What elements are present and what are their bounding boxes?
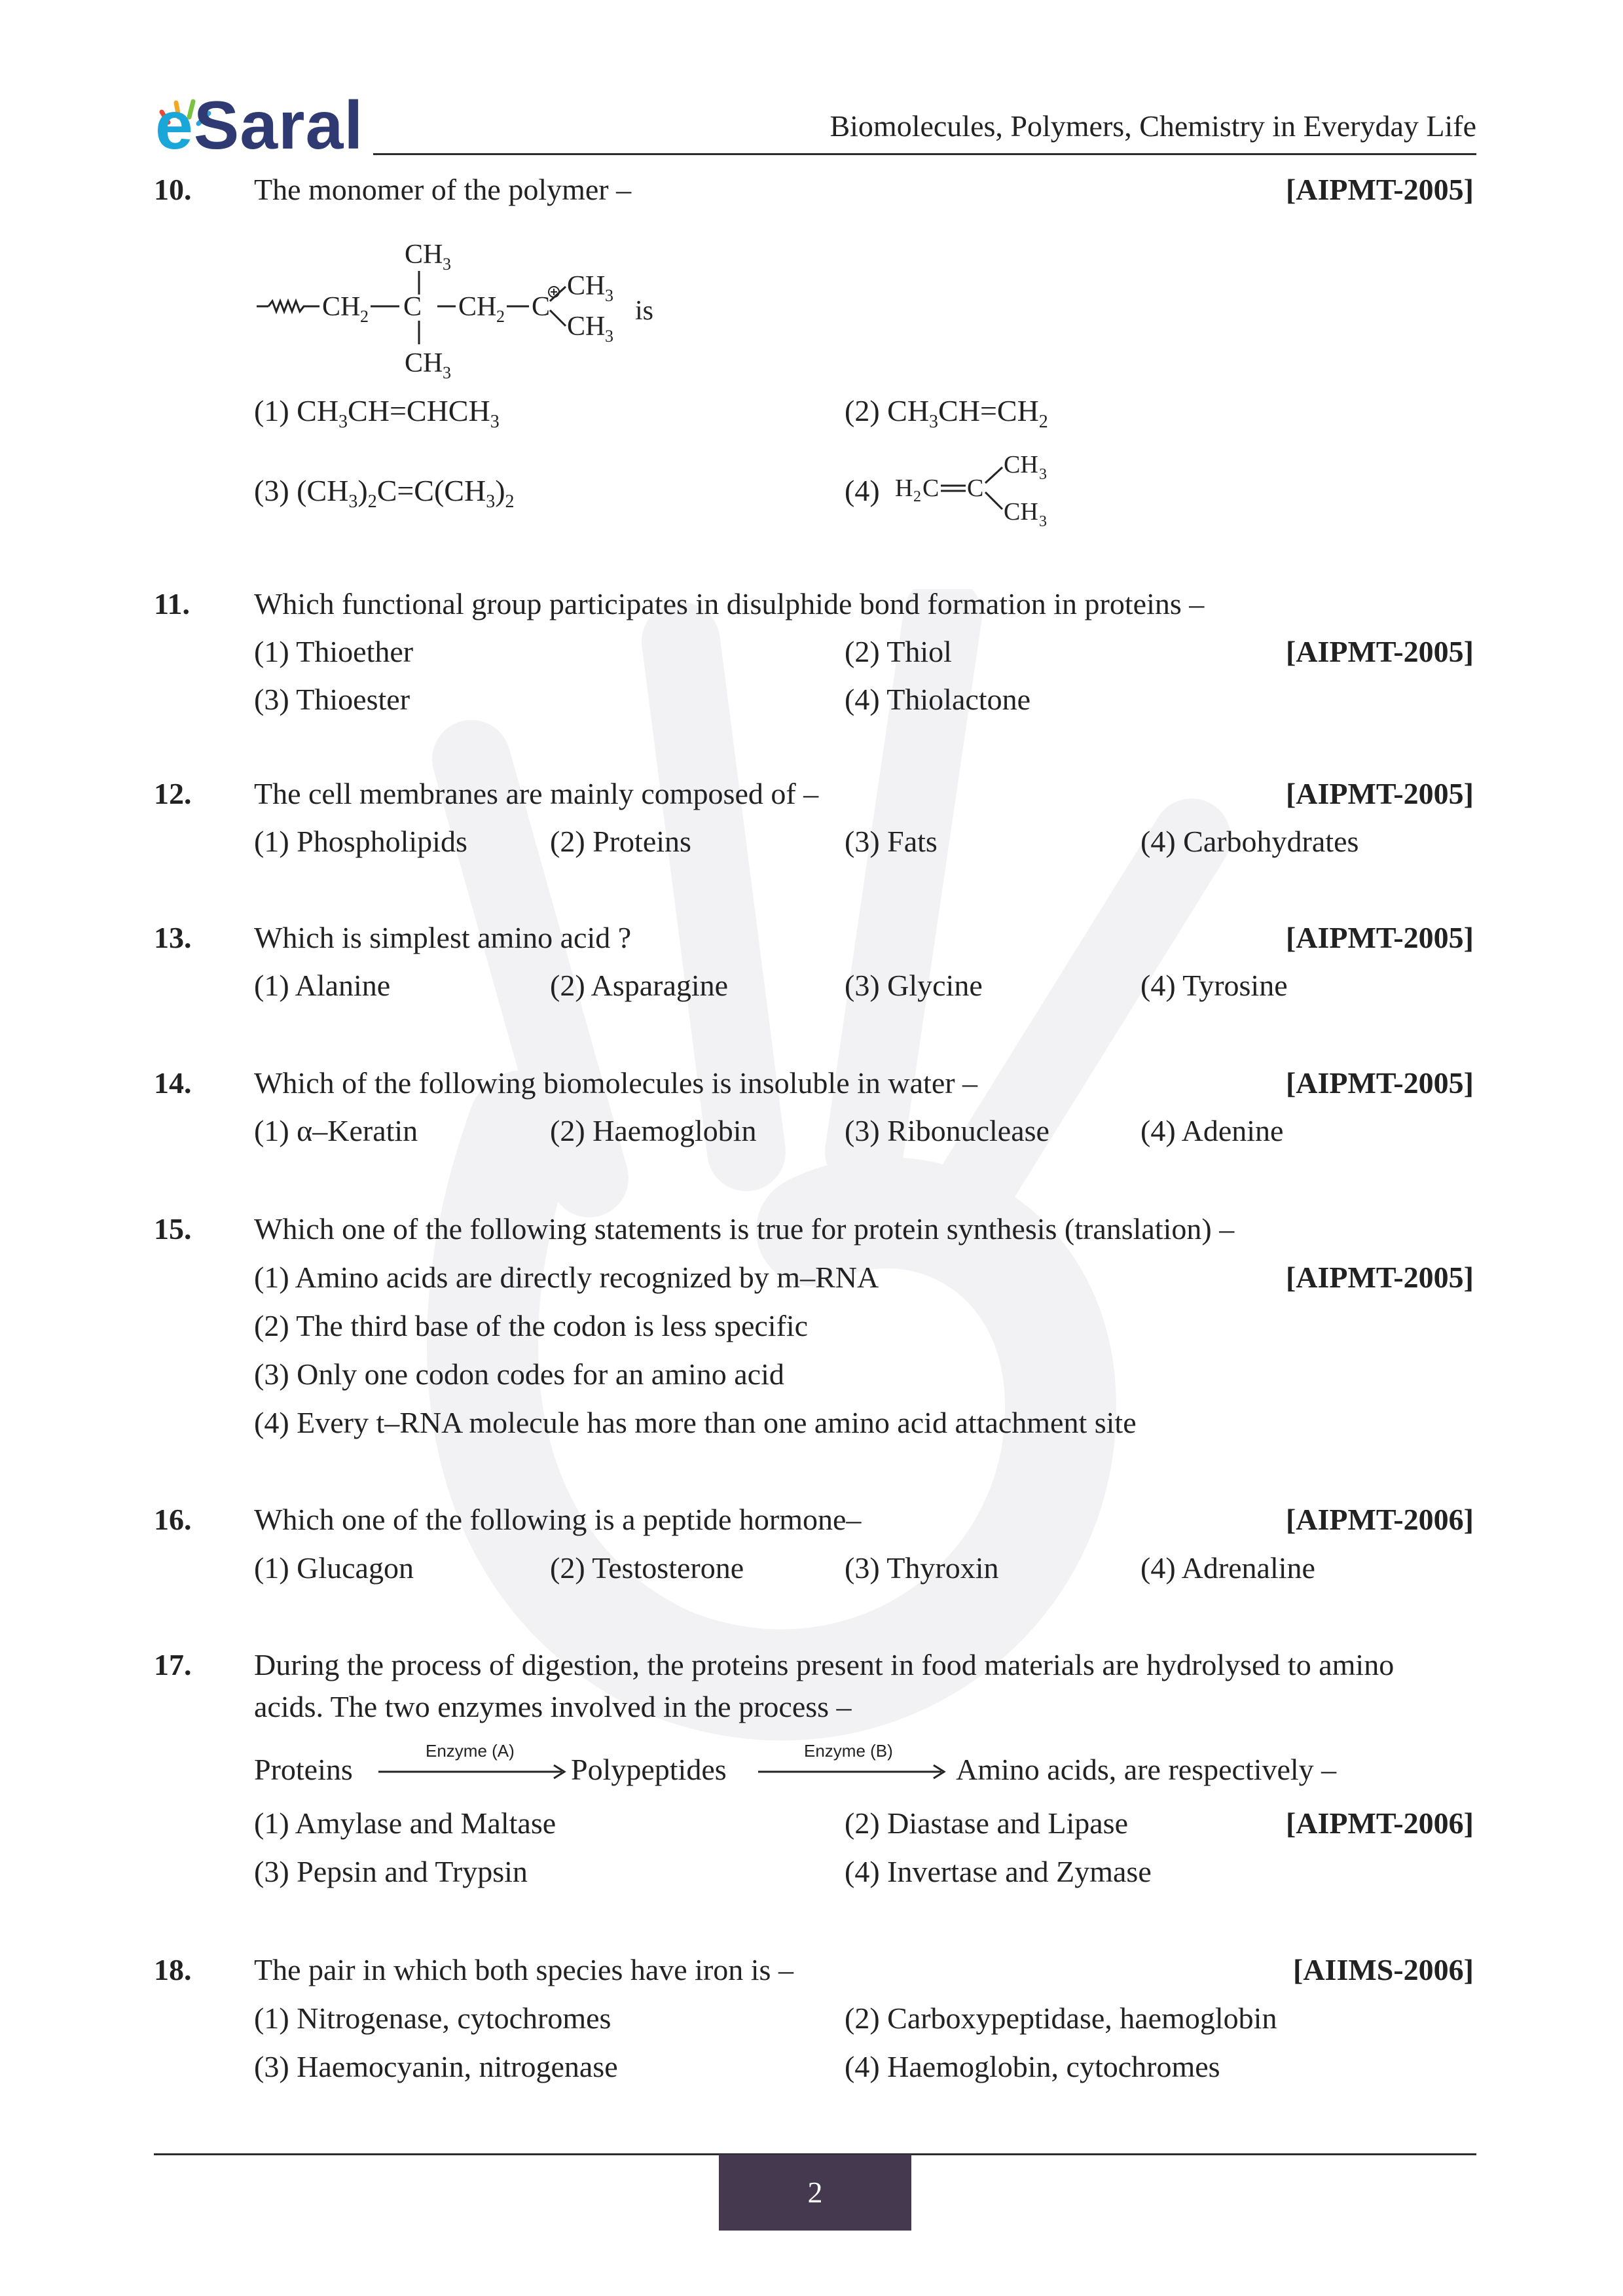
svg-text:2: 2 xyxy=(360,307,369,326)
q10-is-text: is xyxy=(635,296,654,326)
svg-text:CH: CH xyxy=(1004,451,1038,478)
q14-option-3: (3) Ribonuclease xyxy=(845,1114,1049,1147)
svg-text:3: 3 xyxy=(1039,513,1047,529)
q10-option-2: (2) $CH_3CH=CH_2$ xyxy=(845,394,1048,432)
header-title: Biomolecules, Polymers, Chemistry in Everyday Life xyxy=(830,109,1476,143)
q10-option-1: (1) $CH_3CH=CHCH_3$ xyxy=(254,394,500,432)
svg-text:CH: CH xyxy=(458,292,497,322)
q11-number: 11. xyxy=(154,587,190,620)
q11-option-4: (4) Thiolactone xyxy=(845,683,1030,716)
q12-option-3: (3) Fats xyxy=(845,825,938,858)
q11-option-1: (1) Thioether xyxy=(254,635,414,668)
q15-option-3: (3) Only one codon codes for an amino acid xyxy=(254,1357,784,1391)
logo-e: e xyxy=(155,88,194,164)
q18-option-3: (3) Haemocyanin, nitrogenase xyxy=(254,2050,618,2083)
svg-text:3: 3 xyxy=(605,286,613,305)
q12-option-1: (1) Phospholipids xyxy=(254,825,467,858)
q15-number: 15. xyxy=(154,1212,192,1246)
logo xyxy=(155,87,363,165)
q18-text: The pair in which both species have iron is – xyxy=(254,1953,793,1986)
q12-tag: [AIPMT-2005] xyxy=(1285,777,1474,810)
svg-text:2: 2 xyxy=(496,307,505,326)
q17-scheme-end: Amino acids, are respectively – xyxy=(956,1753,1337,1786)
header xyxy=(154,88,1476,164)
q15-option-2: (2) The third base of the codon is less specific xyxy=(254,1309,809,1342)
q14-option-1: (1) α–Keratin xyxy=(254,1114,418,1147)
q18-number: 18. xyxy=(154,1953,192,1986)
q18-tag: [AIIMS-2006] xyxy=(1293,1953,1474,1986)
svg-text:CH: CH xyxy=(405,348,443,378)
q17-text-line-1: During the process of digestion, the proteins present in food materials are hydrolysed to amino xyxy=(254,1648,1395,1681)
q10-polymer-structure xyxy=(254,229,673,380)
q17-arrow-b-icon xyxy=(758,1762,948,1782)
q17-enzyme-a-label: Enzyme (A) xyxy=(426,1741,515,1761)
q16-option-2: (2) Testosterone xyxy=(550,1551,744,1585)
q13-option-4: (4) Tyrosine xyxy=(1140,969,1288,1002)
svg-text:C: C xyxy=(403,292,422,322)
q13-option-1: (1) Alanine xyxy=(254,969,391,1002)
q11-option-3: (3) Thioester xyxy=(254,683,410,716)
q17-scheme-proteins: Proteins xyxy=(254,1753,353,1786)
svg-text:C: C xyxy=(532,292,551,322)
svg-text:3: 3 xyxy=(443,363,451,380)
q10-number: 10. xyxy=(154,173,192,206)
svg-text:C: C xyxy=(922,475,939,502)
page-number: 2 xyxy=(719,2155,911,2231)
q13-text: Which is simplest amino acid ? xyxy=(254,921,632,954)
q13-tag: [AIPMT-2005] xyxy=(1285,921,1474,954)
q18-option-2: (2) Carboxypeptidase, haemoglobin xyxy=(845,2001,1277,2035)
q14-number: 14. xyxy=(154,1066,192,1100)
q17-option-3: (3) Pepsin and Trypsin xyxy=(254,1855,528,1888)
q10-tag: [AIPMT-2005] xyxy=(1285,173,1474,206)
svg-text:C: C xyxy=(967,475,984,502)
q14-tag: [AIPMT-2005] xyxy=(1285,1066,1474,1100)
svg-text:H: H xyxy=(895,475,913,502)
q12-option-2: (2) Proteins xyxy=(550,825,691,858)
q15-tag: [AIPMT-2005] xyxy=(1285,1261,1474,1294)
svg-text:2: 2 xyxy=(913,488,921,505)
q17-option-1: (1) Amylase and Maltase xyxy=(254,1806,556,1840)
logo-text: Saral xyxy=(193,88,364,164)
header-rule xyxy=(373,153,1476,155)
q13-option-2: (2) Asparagine xyxy=(550,969,729,1002)
svg-text:CH: CH xyxy=(567,312,606,342)
q16-option-1: (1) Glucagon xyxy=(254,1551,414,1585)
q15-option-1: (1) Amino acids are directly recognized by m–RNA xyxy=(254,1261,879,1294)
q17-text-line-2: acids. The two enzymes involved in the process – xyxy=(254,1690,852,1723)
q12-option-4: (4) Carbohydrates xyxy=(1140,825,1359,858)
svg-text:3: 3 xyxy=(443,255,451,274)
q14-option-4: (4) Adenine xyxy=(1140,1114,1284,1147)
svg-text:3: 3 xyxy=(1039,466,1047,483)
q14-text: Which of the following biomolecules is insoluble in water – xyxy=(254,1066,978,1100)
svg-text:CH: CH xyxy=(1004,498,1038,526)
q18-option-4: (4) Haemoglobin, cytochromes xyxy=(845,2050,1220,2083)
q11-text: Which functional group participates in disulphide bond formation in proteins – xyxy=(254,587,1205,620)
q17-number: 17. xyxy=(154,1648,192,1681)
q17-scheme-polypeptides: Polypeptides xyxy=(571,1753,727,1786)
svg-text:3: 3 xyxy=(605,327,613,346)
q16-option-4: (4) Adrenaline xyxy=(1140,1551,1315,1585)
q15-option-4: (4) Every t–RNA molecule has more than one amino acid attachment site xyxy=(254,1406,1137,1439)
q14-option-2: (2) Haemoglobin xyxy=(550,1114,757,1147)
q10-option-3: (3) $(CH_3)_2C=C(CH_3)_2$ xyxy=(254,474,515,512)
q10-option-4-structure xyxy=(894,450,1090,529)
q16-tag: [AIPMT-2006] xyxy=(1285,1503,1474,1536)
q16-number: 16. xyxy=(154,1503,192,1536)
q16-option-3: (3) Thyroxin xyxy=(845,1551,999,1585)
svg-text:CH: CH xyxy=(567,271,606,301)
q11-option-2: (2) Thiol xyxy=(845,635,952,668)
q17-enzyme-b-label: Enzyme (B) xyxy=(804,1741,893,1761)
q12-number: 12. xyxy=(154,777,192,810)
q10-option-4-label: (4) xyxy=(845,474,880,507)
svg-text:CH: CH xyxy=(322,292,361,322)
q13-option-3: (3) Glycine xyxy=(845,969,983,1002)
q18-option-1: (1) Nitrogenase, cytochromes xyxy=(254,2001,611,2035)
q17-option-2: (2) Diastase and Lipase xyxy=(845,1806,1129,1840)
q17-tag: [AIPMT-2006] xyxy=(1285,1806,1474,1840)
q10-text: The monomer of the polymer – xyxy=(254,173,632,206)
q11-tag: [AIPMT-2005] xyxy=(1285,635,1474,668)
q17-arrow-a-icon xyxy=(378,1762,568,1782)
q16-text: Which one of the following is a peptide hormone– xyxy=(254,1503,862,1536)
svg-text:CH: CH xyxy=(405,240,443,270)
q12-text: The cell membranes are mainly composed of – xyxy=(254,777,819,810)
q17-option-4: (4) Invertase and Zymase xyxy=(845,1855,1152,1888)
q13-number: 13. xyxy=(154,921,192,954)
q15-text: Which one of the following statements is true for protein synthesis (translation) – xyxy=(254,1212,1235,1246)
